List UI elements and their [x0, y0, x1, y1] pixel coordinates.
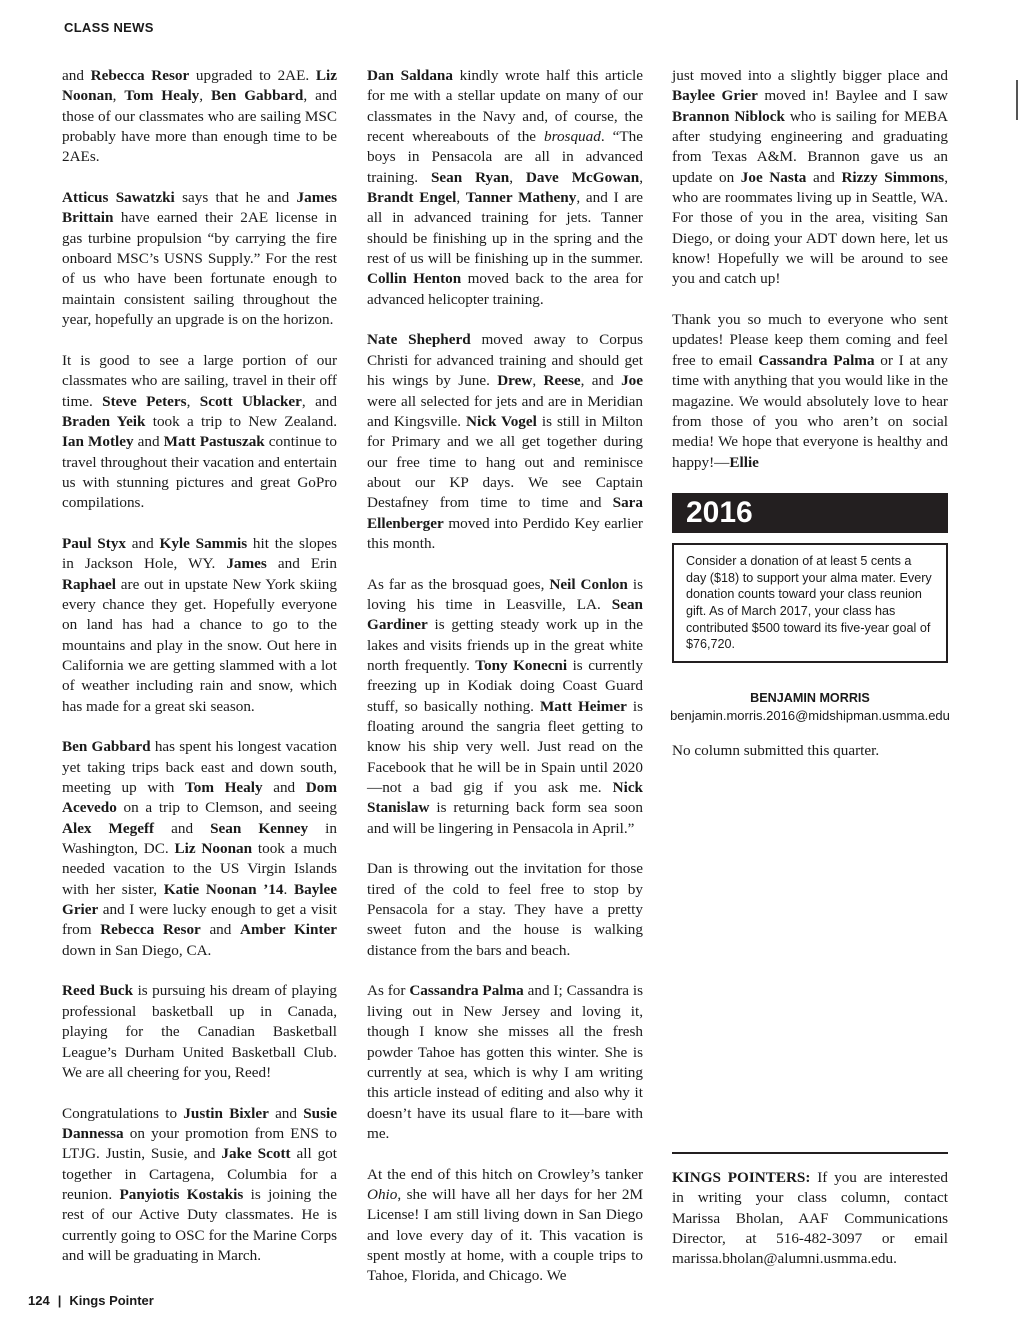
col2-paragraph-3: As far as the brosquad goes, Neil Conlon is loving his time in Leasville, LA. Sean Gardiner is getting steady work up in the lakes and visits friends up in the great white north frequently. Tony Konecni is currently freezing up in Kodiak doing Coast Guard stuff, so basically nothing. Matt Heimer is floating around the sangria fleet getting to know his ship very well. Just read on the Facebook that he will be in Spain until 2020—not a bad gig if you ask me. Nick Stanislaw is returning back form sea soon and will be lingering in Pensacola in April.”	[367, 575, 644, 837]
col1-paragraph-1: and Rebecca Resor upgraded to 2AE. Liz Noonan, Tom Healy, Ben Gabbard, and those of our classmates who are sailing MSC probably have more than enough time to be 2AEs.	[62, 67, 338, 166]
page-footer	[28, 1293, 154, 1308]
col3-paragraph-2: Thank you so much to everyone who sent updates! Please keep them coming and feel free to email Cassandra Palma or I at any time with anything that you would like in the magazine. We would absolutely love to hear from those of you who aren’t on social media! We hope that everyone is healthy and happy!—Ellie	[672, 311, 948, 471]
name-highlight: James	[226, 555, 267, 573]
kings-pointers-label: KINGS POINTERS:	[672, 1169, 811, 1186]
name-highlight: Brandt Engel	[367, 189, 457, 207]
col1-paragraph-2: Atticus Sawatzki says that he and James Brittain have earned their 2AE license in gas turbine propulsion “by carrying the fire onboard MSC’s USNS Supply.” For the rest of us who have been fortunate enough to maintain consistent sailing throughout the year, hopefully an upgrade is on the horizon.	[62, 189, 337, 329]
col1-paragraph-4: Paul Styx and Kyle Sammis hit the slopes in Jackson Hole, WY. James and Erin Raphael are out in upstate New York skiing every chance they get. Hopefully everyone on land has had a chance to go to the mountains and play in the snow. Out here in California we are getting slammed with a lot of weather including rain and snow, which has made for a great ski season.	[62, 534, 338, 715]
name-highlight: Rebecca Resor	[100, 921, 201, 939]
name-highlight: Sara Ellenberger	[367, 494, 643, 532]
name-highlight: Ian Motley	[62, 433, 134, 451]
name-highlight: Sean Gardiner	[367, 595, 643, 634]
name-highlight: Dave McGowan	[525, 168, 640, 186]
kings-pointers-text: If you are interested in writing your class column, contact Marissa Bholan, AAF Communications Director, at 516-482-3097 or email marissa.bholan@alumni.usmma.edu.	[672, 1169, 948, 1268]
page-number: 124	[28, 1293, 50, 1308]
col3-paragraph-1: just moved into a slightly bigger place and Baylee Grier moved in! Baylee and I saw Brannon Niblock who is sailing for MEBA after studying engineering and graduating from Texas A&M. Brannon gave us an update on Joe Nasta and Rizzy Simmons, who are roommates living up in Seattle, WA. For those of you in the area, visiting San Diego, or doing your ADT down here, let us know! Hopefully we will be around to see you and catch up!	[672, 67, 948, 288]
name-highlight: Raphael	[62, 575, 117, 593]
name-highlight: Braden Yeik	[62, 412, 146, 430]
columnist-name: BENJAMIN MORRIS	[750, 690, 870, 705]
name-highlight: Panyiotis Kostakis	[119, 1185, 244, 1203]
col1-paragraph-7: Congratulations to Justin Bixler and Susie Dannessa on your promotion from ENS to LTJG. Justin, Susie, and Jake Scott all got together in Cartagena, Columbia for a reunion. Panyiotis Kostakis is joining the rest of our Active Duty classmates. He is currently going to OSC for the Marine Corps and will be graduating in March.	[62, 1104, 337, 1264]
col2-paragraph-4: Dan is throwing out the invitation for those tired of the cold to feel free to stop by Pensacola for a stay. They have a pretty sweet futon and the house is walking distance from the bars and beach.	[367, 860, 643, 959]
footer-separator: |	[57, 1293, 62, 1308]
column-3	[672, 66, 948, 761]
name-highlight: Scott Ublacker	[199, 392, 302, 410]
italic-term: Ohio	[367, 1185, 398, 1203]
col2-paragraph-2: Nate Shepherd moved away to Corpus Christi for advanced training and should get his wings by June. Drew, Reese, and Joe were all selected for jets and are in Meridian and Kingsville. Nick Vogel is still in Milton for Primary and we all get together during our free time to hang out and reminisce about our KP days. We see Captain Destafney from time to time and Sara Ellenberger moved into Perdido Key earlier this month.	[367, 331, 643, 552]
name-highlight: Joe Nasta	[740, 168, 807, 186]
name-highlight: Justin Bixler	[183, 1104, 269, 1122]
name-highlight: Rizzy Simmons	[841, 168, 945, 186]
no-column-note: No column submitted this quarter.	[672, 741, 880, 759]
name-highlight: Atticus Sawatzki	[62, 189, 175, 207]
name-highlight: Ellie	[729, 453, 759, 471]
page-edge-mark	[1016, 80, 1018, 120]
donation-box: Consider a donation of at least 5 cents a day ($18) to support your alma mater. Every donation counts toward your class reunion gift. As of March 2017, your class has contributed $500 toward its five-year goal of $76,720.	[672, 543, 948, 663]
name-highlight: Nick Vogel	[466, 412, 537, 430]
name-highlight: Nick Stanislaw	[367, 779, 643, 817]
italic-term: brosquad	[544, 128, 601, 146]
name-highlight: Jake Scott	[221, 1145, 291, 1163]
col1-paragraph-6: Reed Buck is pursuing his dream of playing professional basketball up in Canada, playing for the Canadian Basketball League’s Durham United Basketball Club. We are all cheering for you, Reed!	[62, 982, 337, 1081]
name-highlight: Joe	[621, 372, 643, 390]
name-highlight: James Brittain	[62, 189, 337, 227]
name-highlight: Paul Styx	[62, 534, 127, 552]
columnist-info	[672, 689, 948, 725]
name-highlight: Tom Healy	[124, 87, 200, 105]
col1-paragraph-5: Ben Gabbard has spent his longest vacation yet taking trips back east and down south, meeting up with Tom Healy and Dom Acevedo on a trip to Clemson, and seeing Alex Megeff and Sean Kenney in Washington, DC. Liz Noonan took a much needed vacation to the US Virgin Islands with her sister, Katie Noonan ’14. Baylee Grier and I were lucky enough to get a visit from Rebecca Resor and Amber Kinter down in San Diego, CA.	[62, 738, 338, 959]
col2-paragraph-6: At the end of this hitch on Crowley’s tanker Ohio, she will have all her days for her 2M License! I am still living down in San Diego and love every day of it. This vacation is spent mostly at home, with a couple trips to Tahoe, Florida, and Chicago. We	[367, 1165, 643, 1285]
class-year-banner: 2016	[672, 493, 948, 533]
name-highlight: Nate Shepherd	[367, 331, 471, 349]
name-highlight: Reed Buck	[62, 982, 134, 1000]
name-highlight: Rebecca Resor	[90, 67, 190, 84]
name-highlight: Dan Saldana	[367, 67, 453, 84]
name-highlight: Baylee Grier	[672, 87, 758, 105]
kings-pointers-callout	[672, 1152, 948, 1270]
column-2	[367, 66, 643, 1307]
name-highlight: Collin Henton	[367, 270, 462, 288]
name-highlight: Alex Megeff	[62, 819, 155, 837]
name-highlight: Liz Noonan	[174, 840, 253, 858]
name-highlight: Matt Pastuszak	[163, 433, 265, 451]
col2-paragraph-1: Dan Saldana kindly wrote half this article for me with a stellar update on many of our classmates in the Navy and, of course, the recent whereabouts of the brosquad. “The boys in Pensacola are all in advanced training. Sean Ryan, Dave McGowan, Brandt Engel, Tanner Matheny, and I are all in advanced training for jets. Tanner should be finishing up in the spring and the rest of us will be finishing up in the summer. Collin Henton moved back to the area for advanced helicopter training.	[367, 67, 644, 308]
name-highlight: Baylee Grier	[62, 880, 337, 919]
name-highlight: Reese	[543, 372, 581, 390]
name-highlight: Dom Acevedo	[62, 779, 337, 817]
col1-paragraph-3: It is good to see a large portion of our classmates who are sailing, travel in their off time. Steve Peters, Scott Ublacker, and Braden Yeik took a trip to New Zealand. Ian Motley and Matt Pastuszak continue to travel throughout their vacation and entertain us with stunning pictures and great GoPro compilations.	[62, 351, 337, 512]
name-highlight: Brannon Niblock	[672, 107, 785, 125]
name-highlight: Tony Konecni	[475, 656, 568, 674]
name-highlight: Cassandra Palma	[409, 982, 524, 1000]
name-highlight: Sean Ryan	[430, 168, 510, 186]
name-highlight: Amber Kinter	[240, 921, 337, 939]
name-highlight: Susie Dannessa	[62, 1104, 337, 1142]
column-1	[62, 66, 337, 1287]
name-highlight: Sean Kenney	[210, 819, 309, 837]
name-highlight: Neil Conlon	[549, 575, 628, 593]
name-highlight: Drew	[497, 372, 533, 390]
publication-name: Kings Pointer	[69, 1293, 154, 1308]
name-highlight: Steve Peters	[102, 392, 187, 410]
name-highlight: Ben Gabbard	[211, 87, 304, 105]
section-header: CLASS NEWS	[64, 20, 154, 35]
name-highlight: Tom Healy	[185, 779, 263, 797]
name-highlight: Kyle Sammis	[159, 534, 248, 552]
name-highlight: Cassandra Palma	[758, 351, 875, 369]
col2-paragraph-5: As for Cassandra Palma and I; Cassandra is living out in New Jersey and loving it, though I know she misses all the fresh powder Tahoe has gotten this winter. She is currently at sea, which is why I am writing this article instead of editing and also why it doesn’t have its usual flare to it—bare with me.	[367, 982, 644, 1142]
name-highlight: Ben Gabbard	[62, 738, 151, 756]
name-highlight: Katie Noonan ’14	[163, 880, 284, 898]
name-highlight: Liz Noonan	[62, 67, 337, 105]
columnist-email: benjamin.morris.2016@midshipman.usmma.edu	[670, 707, 950, 723]
name-highlight: Tanner Matheny	[465, 189, 577, 207]
name-highlight: Matt Heimer	[539, 697, 627, 715]
